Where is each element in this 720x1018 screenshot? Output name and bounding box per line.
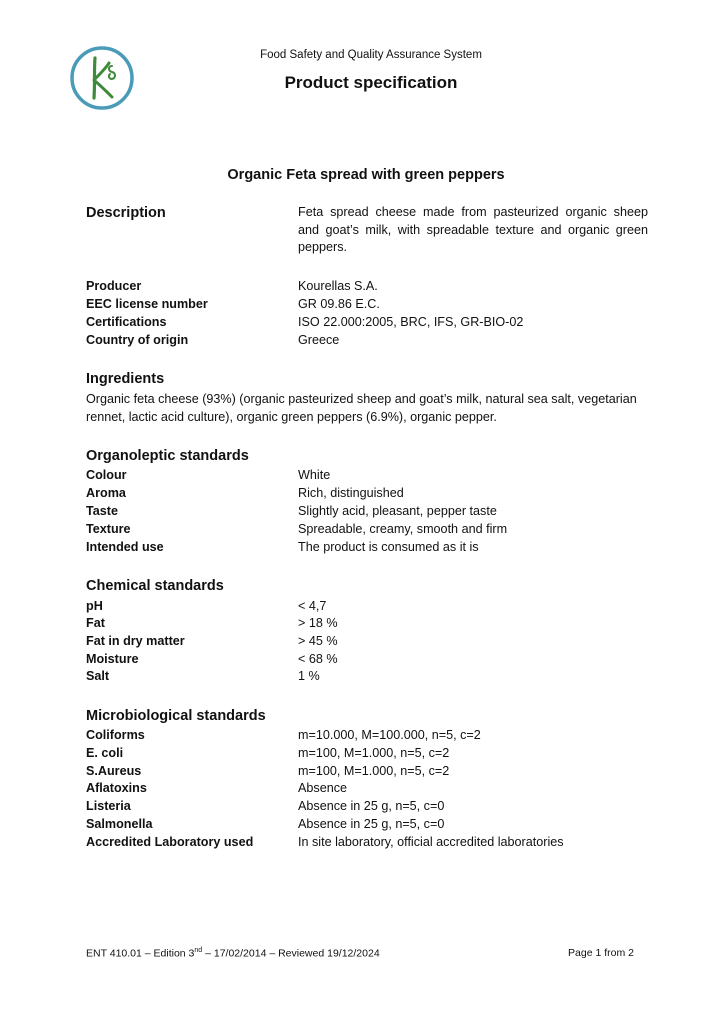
certifications-label: Certifications bbox=[86, 315, 167, 329]
aflatoxins-value: Absence bbox=[298, 781, 348, 795]
taste-label: Taste bbox=[86, 504, 118, 518]
license-value: GR 09.86 E.C. bbox=[298, 297, 380, 311]
ph-label: pH bbox=[86, 599, 103, 613]
texture-label: Texture bbox=[86, 522, 131, 536]
listeria-label: Listeria bbox=[86, 799, 131, 813]
saureus-value: m=100, M=1.000, n=5, c=2 bbox=[298, 764, 450, 778]
salt-label: Salt bbox=[86, 669, 110, 683]
salmonella-label: Salmonella bbox=[86, 817, 153, 831]
laboratory-value: In site laboratory, official accredited laboratories bbox=[298, 835, 564, 849]
moisture-value: < 68 % bbox=[298, 652, 338, 666]
page-number: Page 1 from 2 bbox=[568, 947, 634, 959]
edition-ordinal-suffix: nd bbox=[194, 947, 203, 954]
moisture-label: Moisture bbox=[86, 652, 139, 666]
microbiological-heading: Microbiological standards bbox=[86, 708, 266, 724]
taste-value: Slightly acid, pleasant, pepper taste bbox=[298, 504, 497, 518]
aroma-label: Aroma bbox=[86, 486, 126, 500]
ingredients-text: Organic feta cheese (93%) (organic pasteurized sheep and goat’s milk, natural sea salt, vegetarian rennet, lactic acid culture), organic green peppers (6.9%), organic pepper. bbox=[86, 392, 637, 424]
aroma-value: Rich, distinguished bbox=[298, 486, 404, 500]
salt-value: 1 % bbox=[298, 669, 320, 683]
saureus-label: S.Aureus bbox=[86, 764, 142, 778]
fat-dry-value: > 45 % bbox=[298, 634, 338, 648]
coliforms-label: Coliforms bbox=[86, 728, 145, 742]
origin-label: Country of origin bbox=[86, 333, 189, 347]
laboratory-label: Accredited Laboratory used bbox=[86, 835, 254, 849]
ecoli-value: m=100, M=1.000, n=5, c=2 bbox=[298, 746, 450, 760]
aflatoxins-label: Aflatoxins bbox=[86, 781, 147, 795]
producer-label: Producer bbox=[86, 279, 142, 293]
colour-value: White bbox=[298, 468, 331, 482]
license-label: EEC license number bbox=[86, 297, 208, 311]
chemical-heading: Chemical standards bbox=[86, 578, 224, 594]
fat-value: > 18 % bbox=[298, 616, 338, 630]
listeria-value: Absence in 25 g, n=5, c=0 bbox=[298, 799, 445, 813]
document-code bbox=[86, 947, 380, 960]
organoleptic-heading: Organoleptic standards bbox=[86, 448, 249, 464]
ingredients-heading: Ingredients bbox=[86, 371, 165, 387]
intended-use-label: Intended use bbox=[86, 540, 164, 554]
intended-use-value: The product is consumed as it is bbox=[298, 540, 479, 554]
origin-value: Greece bbox=[298, 333, 340, 347]
document-title: Product specification bbox=[284, 73, 458, 92]
producer-value: Kourellas S.A. bbox=[298, 279, 378, 293]
ph-value: < 4,7 bbox=[298, 599, 327, 613]
description-heading: Description bbox=[86, 205, 166, 221]
document-code-dates: – 17/02/2014 – Reviewed 19/12/2024 bbox=[202, 947, 380, 960]
ecoli-label: E. coli bbox=[86, 746, 124, 760]
salmonella-value: Absence in 25 g, n=5, c=0 bbox=[298, 817, 445, 831]
colour-label: Colour bbox=[86, 468, 127, 482]
system-title: Food Safety and Quality Assurance System bbox=[260, 49, 482, 61]
product-name: Organic Feta spread with green peppers bbox=[227, 167, 505, 183]
fat-label: Fat bbox=[86, 616, 105, 630]
certifications-value: ISO 22.000:2005, BRC, IFS, GR-BIO-02 bbox=[298, 315, 524, 329]
description-text: Feta spread cheese made from pasteurized organic sheep and goat’s milk, with spreadable texture and organic green peppers. bbox=[298, 205, 648, 255]
fat-dry-label: Fat in dry matter bbox=[86, 634, 185, 648]
coliforms-value: m=10.000, M=100.000, n=5, c=2 bbox=[298, 728, 481, 742]
texture-value: Spreadable, creamy, smooth and firm bbox=[298, 522, 508, 536]
document-code-edition: ENT 410.01 – Edition 3 bbox=[86, 947, 195, 960]
